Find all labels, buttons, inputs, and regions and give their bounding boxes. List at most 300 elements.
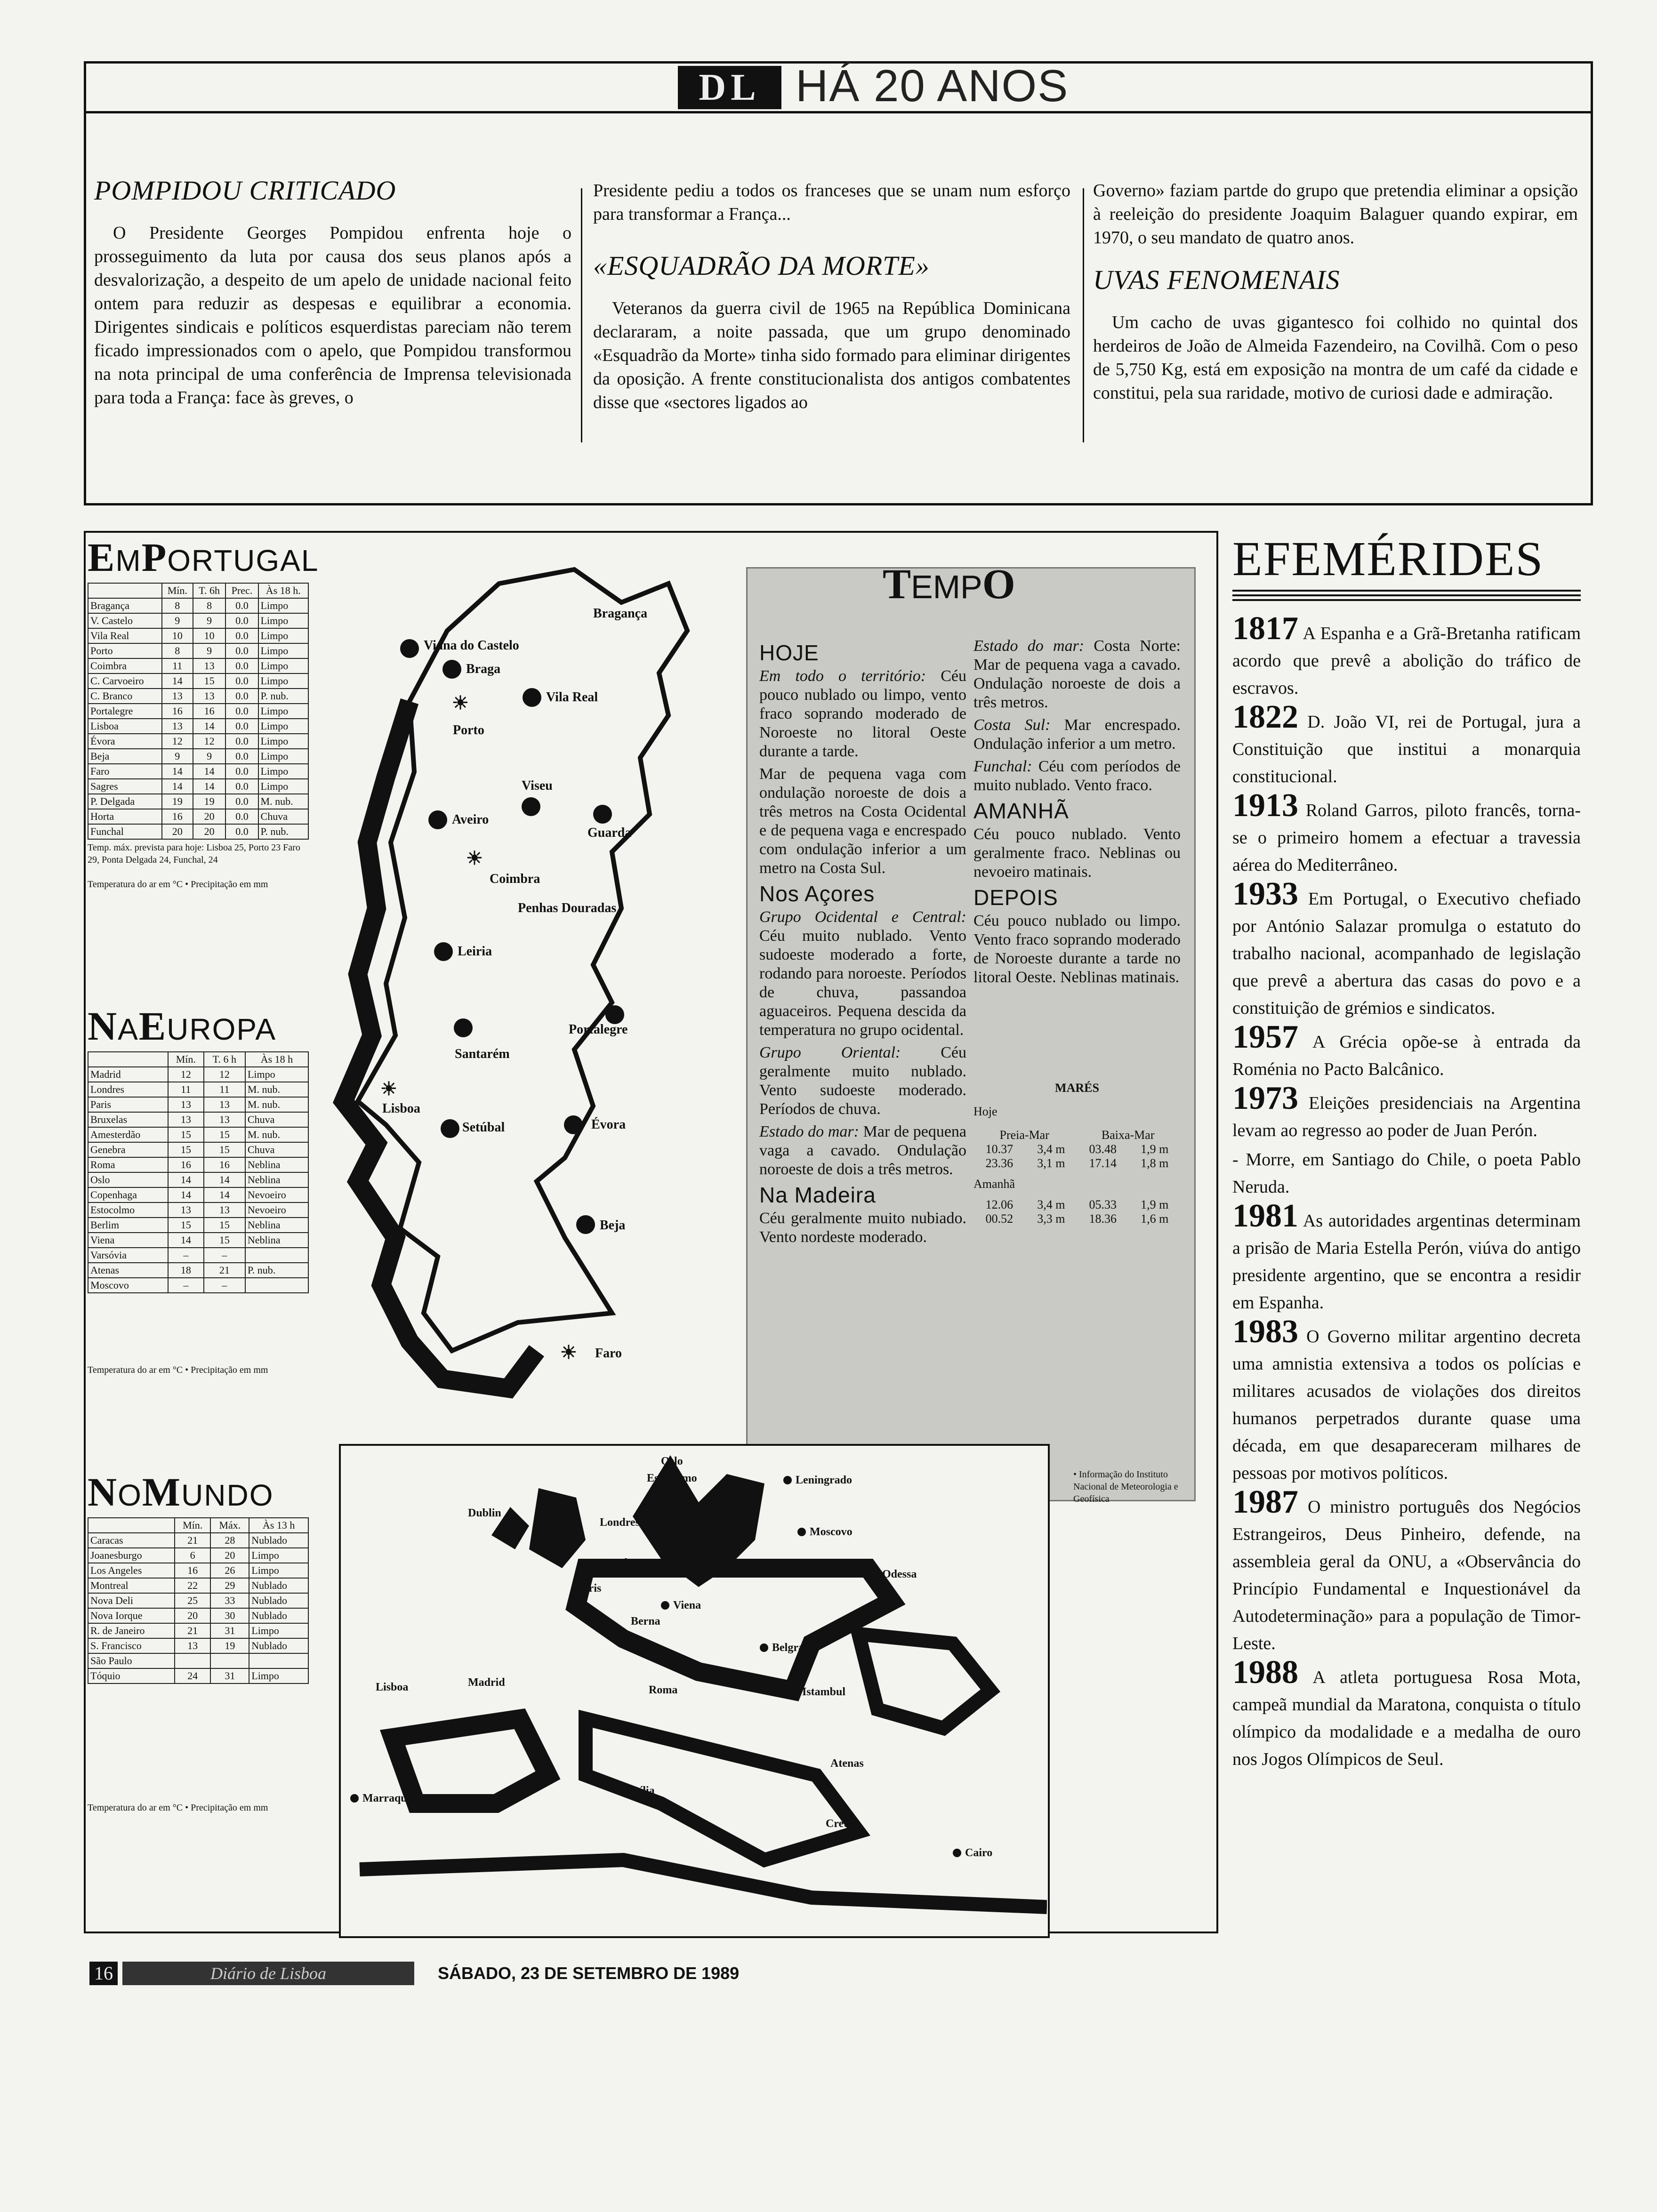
efemeride-entry (1232, 1654, 1581, 1773)
portugal-table-grid (88, 583, 309, 840)
table-row (88, 809, 308, 824)
article-uvas (1093, 179, 1578, 409)
table-row (88, 658, 308, 673)
entry-year: 1913 (1232, 787, 1298, 824)
city-cell: São Paulo (88, 1653, 175, 1668)
sun-icon: ☀ (560, 1342, 577, 1363)
portugal-weather-table (88, 534, 319, 890)
tide-value: 1,9 m (1141, 1142, 1169, 1156)
table-row (88, 1202, 308, 1218)
value-cell: Limpo (258, 598, 308, 613)
entry-text: As autoridades argentinas determinam a prisão de Maria Estella Perón, viúva do antigo presidente argentino, que se encontra a residir em Espanha. (1232, 1211, 1581, 1313)
tempo-title: TEMPO (883, 561, 1015, 608)
map-city: Berna (631, 1615, 660, 1627)
map-city: Santarém (455, 1047, 510, 1061)
value-cell: 9 (162, 613, 193, 628)
table-row (88, 704, 308, 719)
map-city: Roma (649, 1684, 678, 1696)
table-row (88, 1157, 308, 1172)
value-cell: 0.0 (225, 704, 258, 719)
value-cell: 10 (193, 628, 225, 643)
forecast-heading: Nos Açores (759, 882, 875, 906)
value-cell: 15 (204, 1127, 245, 1142)
value-cell: 19 (210, 1638, 249, 1653)
forecast-text: Em todo o território: Céu pouco nublado ou limpo, vento fraco soprando moderado de Noroeste no litoral Oeste durante a tarde. (759, 667, 966, 760)
table-footnote: Temperatura do ar em °C • Precipitação em mm (88, 879, 268, 890)
value-cell: 14 (204, 1172, 245, 1187)
city-cell: Amesterdão (88, 1127, 168, 1142)
map-city: Leningrado (796, 1474, 853, 1486)
value-cell: 12 (193, 734, 225, 749)
column-header: Às 18 h (245, 1052, 308, 1067)
value-cell: 14 (168, 1187, 204, 1202)
city-cell: Faro (88, 764, 162, 779)
value-cell: 13 (162, 719, 193, 734)
value-cell: Limpo (258, 719, 308, 734)
value-cell: 31 (210, 1623, 249, 1638)
value-cell: 13 (168, 1202, 204, 1218)
value-cell: Neblina (245, 1233, 308, 1248)
city-cell: Nova Deli (88, 1593, 175, 1608)
value-cell: Chuva (245, 1112, 308, 1127)
city-cell: Estocolmo (88, 1202, 168, 1218)
map-city: Guarda (587, 825, 632, 840)
table-row (88, 643, 308, 658)
value-cell: 20 (162, 824, 193, 839)
city-marker (350, 1794, 359, 1803)
column-header: Às 13 h (249, 1518, 308, 1533)
value-cell: 18 (168, 1263, 204, 1278)
entry-year: 1822 (1232, 699, 1298, 735)
value-cell: Limpo (258, 734, 308, 749)
table-row (88, 1097, 308, 1112)
entry-text: A Grécia opõe-se à entrada da Roménia no Pacto Balcânico. (1232, 1032, 1581, 1079)
entry-text: A atleta portuguesa Rosa Mota, campeã mundial da Maratona, conquista o título olímpico da modalidade e a medalha de ouro nos Jogos Olímpicos de Seul. (1232, 1667, 1581, 1769)
city-cell: Joanesburgo (88, 1548, 175, 1563)
value-cell: Limpo (258, 673, 308, 689)
map-city: Portalegre (569, 1022, 628, 1037)
tide-value: 1,6 m (1141, 1212, 1169, 1226)
value-cell: 13 (168, 1097, 204, 1112)
tempo-left-column (759, 637, 966, 1250)
forecast-text: Céu pouco nublado. Vento geralmente fraco. Neblinas ou nevoeiro matinais. (973, 825, 1181, 881)
table-title: EMPORTUGAL (88, 535, 319, 580)
tide-value: 03.48 (1089, 1142, 1117, 1156)
forecast-text: Grupo Oriental: Céu geralmente muito nublado. Vento sudoeste moderado. Períodos de chuva. (759, 1044, 966, 1118)
entry-year: 1981 (1232, 1198, 1298, 1234)
value-cell: 16 (193, 704, 225, 719)
tide-value: 3,4 m (1037, 1142, 1065, 1156)
tide-value: 1,9 m (1141, 1198, 1169, 1211)
value-cell: 16 (168, 1157, 204, 1172)
map-city: Creta (826, 1818, 853, 1830)
table-row (88, 1593, 308, 1608)
efemerides-column (1232, 531, 1581, 1775)
value-cell: 20 (175, 1608, 211, 1623)
map-city: Madrid (468, 1676, 505, 1689)
value-cell: 15 (168, 1142, 204, 1157)
value-cell: 13 (204, 1097, 245, 1112)
dl-logo: DL (678, 66, 781, 109)
column-header: Às 18 h. (258, 583, 308, 598)
value-cell: – (204, 1248, 245, 1263)
issue-date: SÁBADO, 23 DE SETEMBRO DE 1989 (438, 1964, 740, 1983)
europe-map-shapes (341, 1446, 1047, 1935)
value-cell: 25 (175, 1593, 211, 1608)
city-cell: R. de Janeiro (88, 1623, 175, 1638)
value-cell: 0.0 (225, 824, 258, 839)
title-rule (1232, 590, 1581, 592)
value-cell: 26 (210, 1563, 249, 1578)
city-cell: Coimbra (88, 658, 162, 673)
value-cell (249, 1653, 308, 1668)
map-city: Penhas Douradas (518, 901, 617, 915)
table-row (88, 1548, 308, 1563)
tides-headers: Preia-Mar Baixa-Mar (999, 1128, 1155, 1142)
city-marker (593, 805, 612, 824)
tide-value: 05.33 (1089, 1198, 1117, 1211)
value-cell: 22 (175, 1578, 211, 1593)
city-cell: Porto (88, 643, 162, 658)
city-marker (953, 1849, 961, 1857)
value-cell: M. nub. (245, 1082, 308, 1097)
table-row (88, 1248, 308, 1263)
column-header: Mín. (175, 1518, 211, 1533)
column-divider (581, 188, 582, 442)
city-marker (434, 942, 453, 961)
value-cell: P. nub. (245, 1263, 308, 1278)
value-cell: 14 (162, 779, 193, 794)
map-city: Londres (600, 1516, 640, 1529)
city-cell: Tóquio (88, 1668, 175, 1683)
map-city: Marraquexe (362, 1792, 423, 1804)
value-cell: 0.0 (225, 779, 258, 794)
value-cell: 13 (168, 1112, 204, 1127)
city-cell: Caracas (88, 1533, 175, 1548)
value-cell: Nublado (249, 1608, 308, 1623)
article-continuation: Governo» faziam partde do grupo que pretendia eliminar a opsição à reeleição do presidente Joaquim Balaguer quando expirar, em 1970, o seu mandato de quatro anos. (1093, 181, 1578, 248)
value-cell: 12 (204, 1067, 245, 1082)
map-city: Belgrado (772, 1642, 816, 1654)
city-cell: Berlim (88, 1218, 168, 1233)
entry-text: D. João VI, rei de Portugal, jura a Constituição que institui a monarquia constitucional. (1232, 712, 1581, 786)
value-cell: 9 (162, 749, 193, 764)
value-cell: 11 (162, 658, 193, 673)
city-cell: Roma (88, 1157, 168, 1172)
value-cell: 33 (210, 1593, 249, 1608)
value-cell: Limpo (258, 658, 308, 673)
table-row (88, 1172, 308, 1187)
entry-text: A Espanha e a Grã-Bretanha ratificam acordo que prevê a abolição do tráfico de escravos. (1232, 624, 1581, 698)
tides-today: Hoje (973, 1105, 997, 1118)
value-cell: Neblina (245, 1218, 308, 1233)
value-cell: Nevoeiro (245, 1187, 308, 1202)
city-marker (760, 1643, 768, 1652)
forecast-heading: HOJE (759, 641, 819, 665)
city-marker (441, 1119, 459, 1138)
value-cell: 8 (162, 643, 193, 658)
value-cell (175, 1653, 211, 1668)
city-marker (576, 1215, 595, 1234)
table-row (88, 1533, 308, 1548)
efemeride-entry (1232, 1019, 1581, 1083)
table-row (88, 1233, 308, 1248)
tides-title: MARÉS (1055, 1081, 1099, 1095)
value-cell: Limpo (249, 1563, 308, 1578)
value-cell: 12 (162, 734, 193, 749)
table-row (88, 1623, 308, 1638)
value-cell: 0.0 (225, 643, 258, 658)
tempo-right-column (973, 637, 1181, 1226)
city-cell: Oslo (88, 1172, 168, 1187)
table-row (88, 1653, 308, 1668)
value-cell: Nublado (249, 1593, 308, 1608)
value-cell: Nublado (249, 1533, 308, 1548)
value-cell: 0.0 (225, 613, 258, 628)
value-cell: 15 (204, 1233, 245, 1248)
tides-tomorrow-rows (973, 1198, 1181, 1226)
sun-icon: ☀ (380, 1078, 397, 1099)
city-cell: Horta (88, 809, 162, 824)
table-row (88, 1608, 308, 1623)
entry-text: - Morre, em Santiago do Chile, o poeta Pablo Neruda. (1232, 1150, 1581, 1197)
value-cell: 28 (210, 1533, 249, 1548)
table-title: NOMUNDO (88, 1469, 274, 1515)
forecast-text: Céu geralmente muito nubiado. Vento nordeste moderado. (759, 1210, 966, 1246)
value-cell: Nublado (249, 1638, 308, 1653)
table-row (88, 1263, 308, 1278)
city-marker (428, 810, 447, 829)
value-cell: 13 (162, 689, 193, 704)
city-cell: Nova Iorque (88, 1608, 175, 1623)
tide-value: 12.06 (985, 1198, 1014, 1211)
value-cell: 0.0 (225, 658, 258, 673)
tides-today-rows (973, 1142, 1181, 1170)
map-city: Porto (453, 723, 484, 737)
entry-year: 1988 (1232, 1654, 1298, 1691)
city-cell: Funchal (88, 824, 162, 839)
forecast-text: Céu pouco nublado ou limpo. Vento fraco soprando moderado de Noroeste durante a tarde no litoral Oeste. Neblinas matinais. (973, 912, 1181, 986)
value-cell: Neblina (245, 1172, 308, 1187)
tide-row (973, 1142, 1181, 1156)
map-city: Setúbal (462, 1120, 505, 1135)
map-city: Sicília (625, 1785, 655, 1797)
value-cell: 16 (162, 704, 193, 719)
entry-text: O Governo militar argentino decreta uma amnistia extensiva a todos os polícias e militares acusados de violações dos direitos humanos perpetrados durante quase uma década, em que desapareceram milhares de pessoas por motivos políticos. (1232, 1327, 1581, 1483)
tides-table (973, 1081, 1181, 1226)
value-cell: Limpo (249, 1623, 308, 1638)
map-city: Estocolmo (647, 1472, 697, 1484)
column-header: T. 6h (193, 583, 225, 598)
value-cell: Limpo (258, 764, 308, 779)
efemeride-entry (1232, 876, 1581, 1022)
city-marker (522, 797, 540, 816)
efemeride-entry (1232, 1146, 1581, 1201)
city-cell: Varsóvia (88, 1248, 168, 1263)
map-city: Vila Real (546, 690, 598, 705)
city-cell: Lisboa (88, 719, 162, 734)
city-cell: Portalegre (88, 704, 162, 719)
column-header (88, 1052, 168, 1067)
city-marker (661, 1601, 669, 1610)
value-cell: 11 (168, 1082, 204, 1097)
table-row (88, 613, 308, 628)
tempo-forecast-box (746, 567, 1196, 1501)
sun-icon: ☀ (452, 692, 469, 713)
value-cell: Limpo (249, 1668, 308, 1683)
value-cell (245, 1278, 308, 1293)
source-note: • Informação do Instituto Nacional de Meteorologia e Geofísica (1073, 1469, 1178, 1504)
table-row (88, 764, 308, 779)
map-city: Beja (600, 1218, 626, 1233)
table-row (88, 1563, 308, 1578)
efemerides-title: EFEMÉRIDES (1232, 532, 1544, 586)
table-row (88, 1187, 308, 1202)
table-row (88, 689, 308, 704)
sun-icon: ☀ (466, 848, 483, 869)
value-cell: 19 (162, 794, 193, 809)
article-title: POMPIDOU CRITICADO (94, 175, 396, 206)
city-marker (797, 1528, 806, 1536)
europe-map (339, 1444, 1050, 1938)
city-cell: Sagres (88, 779, 162, 794)
value-cell: 14 (193, 764, 225, 779)
value-cell: P. nub. (258, 824, 308, 839)
entry-year: 1817 (1232, 610, 1298, 647)
map-city: Viena (673, 1599, 701, 1611)
title-rule (1232, 594, 1581, 596)
column-header: Mín. (168, 1052, 204, 1067)
forecast-text: Mar de pequena vaga com ondulação noroeste de dois a três metros na Costa Ocidental e de pequena vaga e encrespado com ondulação inferior a um metro na Costa Sul. (759, 765, 966, 877)
table-row (88, 1278, 308, 1293)
city-cell: S. Francisco (88, 1638, 175, 1653)
entry-year: 1957 (1232, 1019, 1298, 1055)
forecast-note: Temp. máx. prevista para hoje: Lisboa 25, Porto 23 Faro 29, Ponta Delgada 24, Funchal, 24 (88, 842, 300, 865)
column-header: Máx. (210, 1518, 249, 1533)
table-row (88, 673, 308, 689)
value-cell: 13 (175, 1638, 211, 1653)
city-cell: Paris (88, 1097, 168, 1112)
map-city: Évora (591, 1117, 626, 1132)
forecast-text: Estado do mar: Mar de pequena vaga a cavado. Ondulação noroeste de dois a três metros. (759, 1123, 966, 1178)
map-city: Bragança (593, 606, 648, 621)
tide-row (973, 1156, 1181, 1170)
portugal-map-labels (330, 551, 734, 1464)
tide-value: 3,3 m (1037, 1212, 1065, 1226)
column-divider (1083, 188, 1084, 442)
value-cell: 0.0 (225, 764, 258, 779)
forecast-text: Costa Sul: Mar encrespado. Ondulação inferior a um metro. (973, 716, 1181, 753)
entry-text: Em Portugal, o Executivo chefiado por António Salazar promulga o estatuto do trabalho nacional, acompanhado de legislação que prevê a abertura das casas do povo e a constituição de grémios e sindicatos. (1232, 889, 1581, 1018)
value-cell: 14 (193, 719, 225, 734)
value-cell: 15 (168, 1127, 204, 1142)
table-row (88, 1067, 308, 1082)
forecast-text: Funchal: Céu com períodos de muito nublado. Vento fraco. (973, 758, 1181, 794)
table-row (88, 1668, 308, 1683)
value-cell: 9 (193, 749, 225, 764)
value-cell: 14 (162, 764, 193, 779)
value-cell: – (204, 1278, 245, 1293)
article-title: «ESQUADRÃO DA MORTE» (593, 250, 930, 281)
value-cell: M. nub. (258, 794, 308, 809)
value-cell: 16 (204, 1157, 245, 1172)
europe-weather-table (88, 1002, 309, 1376)
tide-value: 1,8 m (1141, 1156, 1169, 1170)
value-cell: 13 (204, 1112, 245, 1127)
value-cell: 16 (162, 809, 193, 824)
map-city: Leiria (458, 944, 492, 959)
forecast-heading: AMANHÃ (973, 799, 1069, 823)
article-body: Veteranos da guerra civil de 1965 na República Dominicana declararam, a noite passada, que um grupo denominado «Esquadrão da Morte» tinha sido formado para eliminar dirigentes da oposição. A frente constitucionalista dos antigos combatentes disse que «sectores ligados ao (593, 298, 1070, 412)
efemeride-entry (1232, 699, 1581, 790)
city-marker (564, 1115, 583, 1134)
efemeride-entry (1232, 1484, 1581, 1657)
value-cell: 0.0 (225, 734, 258, 749)
value-cell (245, 1248, 308, 1263)
table-row (88, 598, 308, 613)
value-cell: Chuva (258, 809, 308, 824)
value-cell: 13 (204, 1202, 245, 1218)
city-cell: V. Castelo (88, 613, 162, 628)
city-cell: Évora (88, 734, 162, 749)
value-cell: 14 (162, 673, 193, 689)
article-esquadrao (593, 179, 1070, 419)
efemeride-entry (1232, 1198, 1581, 1316)
map-city: Paris (576, 1582, 602, 1595)
value-cell: 9 (193, 643, 225, 658)
value-cell: Limpo (258, 628, 308, 643)
value-cell: 0.0 (225, 719, 258, 734)
column-header: Mín. (162, 583, 193, 598)
value-cell: 19 (193, 794, 225, 809)
value-cell: 24 (175, 1668, 211, 1683)
entry-text: O ministro português dos Negócios Estrangeiros, Deus Pinheiro, defende, na assembleia geral da ONU, a «Observância do Princípio Fundamental e Inquestionável da Autodeterminação» para a população de Timor-Leste. (1232, 1497, 1581, 1653)
table-row (88, 1127, 308, 1142)
value-cell: Limpo (258, 779, 308, 794)
value-cell: M. nub. (245, 1097, 308, 1112)
table-row (88, 1218, 308, 1233)
tide-value: 3,1 m (1037, 1156, 1065, 1170)
tides-tomorrow: Amanhã (973, 1177, 1015, 1191)
value-cell: – (168, 1278, 204, 1293)
value-cell: 0.0 (225, 794, 258, 809)
entry-text: Eleições presidenciais na Argentina levam ao regresso ao poder de Juan Perón. (1232, 1093, 1581, 1140)
map-city: Moscovo (810, 1526, 853, 1538)
column-header: T. 6 h (204, 1052, 245, 1067)
city-cell: Beja (88, 749, 162, 764)
city-cell: Bruxelas (88, 1112, 168, 1127)
page-number: 16 (89, 1962, 118, 1985)
city-marker (400, 639, 419, 658)
map-city: Berlim (689, 1554, 723, 1566)
value-cell: Neblina (245, 1157, 308, 1172)
value-cell: 8 (162, 598, 193, 613)
table-row (88, 719, 308, 734)
value-cell: 15 (204, 1218, 245, 1233)
entry-year: 1933 (1232, 876, 1298, 912)
city-cell: Londres (88, 1082, 168, 1097)
table-row (88, 1638, 308, 1653)
city-cell: P. Delgada (88, 794, 162, 809)
city-cell: C. Carvoeiro (88, 673, 162, 689)
city-cell: Viena (88, 1233, 168, 1248)
efemeride-entry (1232, 787, 1581, 879)
value-cell: 13 (193, 658, 225, 673)
value-cell: 0.0 (225, 628, 258, 643)
table-footnote: Temperatura do ar em °C • Precipitação em mm (88, 1365, 268, 1375)
table-row (88, 749, 308, 764)
tide-value: 23.36 (985, 1156, 1014, 1170)
